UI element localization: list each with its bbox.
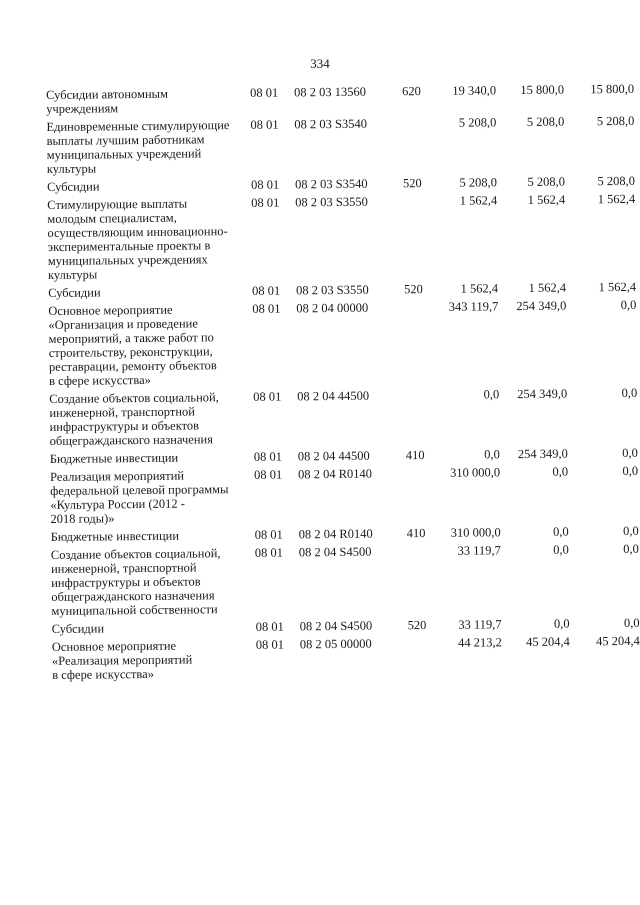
row-value-3: 15 800,0 [590, 81, 635, 97]
row-name: Реализация мероприятий федеральной целевой программы «Культура России (2012 - 2018 годы)» [50, 468, 229, 526]
row-value-2: 254 349,0 [517, 446, 568, 462]
row-value-1: 343 119,7 [448, 299, 499, 314]
row-value-1: 33 119,7 [457, 543, 501, 558]
row-section: 08 01 [253, 467, 283, 482]
row-value-1: 5 208,0 [459, 175, 498, 190]
row-value-1: 0,0 [484, 447, 500, 462]
table-row [50, 464, 640, 526]
row-value-3: 0,0 [623, 541, 639, 556]
row-value-1: 1 562,4 [459, 193, 498, 208]
row-value-1: 5 208,0 [458, 115, 497, 130]
row-value-2: 0,0 [552, 524, 569, 539]
row-name: Создание объектов социальной, инженерной, транспортной инфраструктуры и объектов общегражданского назначения [49, 390, 219, 448]
row-value-3: 0,0 [622, 463, 639, 478]
row-value-1: 310 000,0 [449, 465, 501, 480]
row-section: 08 01 [253, 449, 283, 464]
row-value-3: 45 204,4 [596, 633, 640, 649]
table-row [51, 542, 640, 618]
row-value-2: 15 800,0 [520, 82, 565, 98]
table-row [48, 298, 639, 388]
row-name: Субсидии [46, 179, 100, 194]
row-name: Стимулирующие выплаты молодым специалистам, осуществляющим инновационно- экспериментальные проекты в муниципальных учреждениях культуры [47, 196, 228, 282]
table-row [46, 114, 637, 176]
row-value-3: 5 208,0 [596, 113, 635, 129]
row-value-3: 0,0 [622, 523, 639, 538]
row-value-3: 0,0 [620, 297, 637, 312]
row-section: 08 01 [250, 177, 280, 192]
row-article: 08 2 05 00000 [299, 636, 372, 652]
row-vr: 520 [404, 282, 423, 297]
row-article: 08 2 04 R0140 [297, 466, 373, 482]
table-row [52, 634, 640, 682]
row-article: 08 2 04 44500 [297, 388, 370, 404]
row-value-3: 0,0 [622, 445, 638, 460]
row-article: 08 2 04 00000 [296, 300, 369, 316]
row-value-1: 0,0 [483, 387, 500, 402]
row-article: 08 2 03 S3550 [295, 194, 368, 210]
row-section: 08 01 [255, 619, 284, 634]
row-vr: 620 [401, 84, 421, 99]
row-section: 08 01 [254, 545, 284, 560]
row-value-1: 19 340,0 [452, 83, 497, 98]
row-article: 08 2 03 S3540 [294, 176, 368, 192]
row-name: Бюджетные инвестиции [49, 450, 179, 466]
row-vr: 410 [405, 448, 425, 463]
row-value-2: 0,0 [553, 542, 569, 557]
row-name: Основное мероприятие «Организация и проведение мероприятий, а также работ по строительству, реконструкции, реставрации, ремонту объектов в сфере искусства» [48, 302, 217, 388]
row-value-1: 310 000,0 [450, 525, 501, 540]
row-value-2: 254 349,0 [516, 298, 567, 314]
row-value-2: 254 349,0 [517, 386, 568, 402]
row-name: Единовременные стимулирующие выплаты лучшим работникам муниципальных учреждений культуры [46, 118, 230, 176]
row-name: Основное мероприятие «Реализация мероприятий в сфере искусства» [51, 638, 193, 682]
row-value-2: 45 204,4 [526, 634, 570, 650]
row-value-2: 1 562,4 [527, 192, 566, 207]
row-article: 08 2 04 S4500 [299, 618, 373, 634]
row-value-3: 1 562,4 [598, 279, 637, 295]
row-article: 08 2 03 S3540 [294, 116, 368, 132]
row-value-2: 5 208,0 [527, 174, 566, 189]
row-article: 08 2 04 44500 [297, 448, 370, 464]
row-article: 08 2 03 13560 [293, 84, 367, 100]
row-name: Субсидии автономным учреждениям [46, 86, 169, 116]
row-section: 08 01 [252, 301, 281, 316]
row-article: 08 2 04 S4500 [298, 544, 372, 560]
table-row [47, 192, 638, 282]
budget-table [46, 82, 640, 682]
row-value-3: 5 208,0 [597, 173, 636, 189]
row-section: 08 01 [255, 637, 285, 652]
row-section: 08 01 [253, 389, 282, 404]
row-vr: 520 [402, 176, 422, 191]
row-value-2: 0,0 [553, 616, 570, 631]
row-section: 08 01 [249, 85, 279, 100]
row-value-1: 33 119,7 [458, 617, 502, 632]
row-value-2: 5 208,0 [526, 114, 565, 129]
row-section: 08 01 [252, 283, 281, 298]
row-section: 08 01 [254, 527, 283, 542]
row-value-2: 0,0 [552, 464, 569, 479]
table-row [49, 386, 640, 448]
row-value-1: 1 562,4 [460, 281, 499, 296]
row-name: Создание объектов социальной, инженерной, транспортной инфраструктуры и объектов общегражданского назначения муниципальной собственности [50, 546, 221, 618]
row-section: 08 01 [250, 117, 279, 132]
row-value-3: 0,0 [621, 385, 638, 400]
row-article: 08 2 03 S3550 [296, 282, 369, 298]
row-value-3: 1 562,4 [597, 191, 636, 207]
row-name: Субсидии [51, 621, 105, 636]
row-value-2: 1 562,4 [528, 280, 567, 295]
row-vr: 410 [406, 526, 426, 541]
row-value-3: 0,0 [623, 615, 640, 630]
row-value-1: 44 213,2 [458, 635, 502, 650]
row-section: 08 01 [251, 195, 280, 210]
row-article: 08 2 04 R0140 [298, 526, 373, 542]
page-number: 334 [310, 56, 330, 71]
row-name: Субсидии [48, 285, 101, 300]
row-vr: 520 [407, 618, 427, 633]
row-name: Бюджетные инвестиции [50, 528, 180, 544]
